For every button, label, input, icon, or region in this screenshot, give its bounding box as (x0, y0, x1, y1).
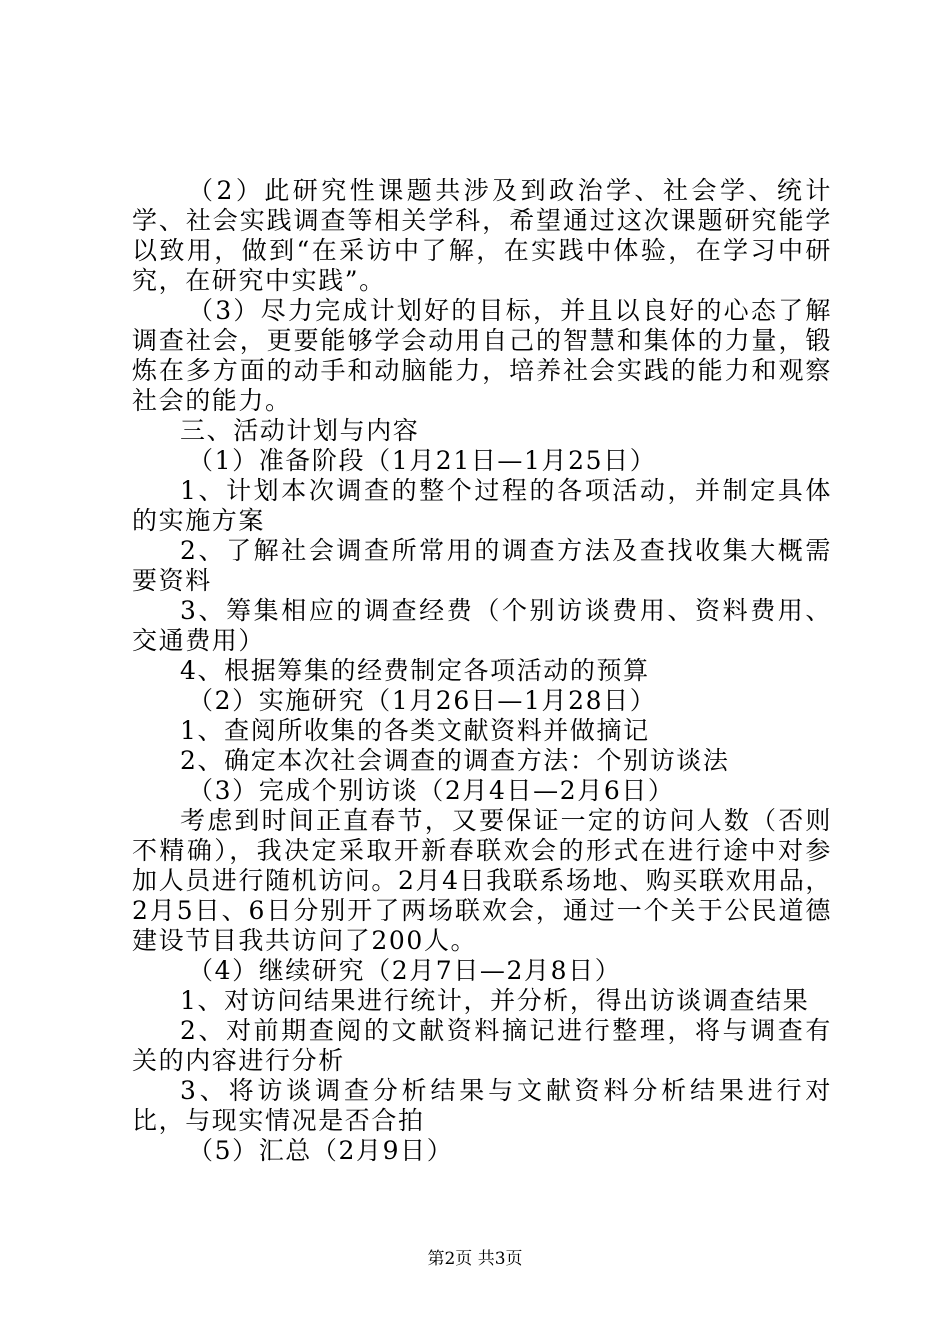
list-item: 4、根据筹集的经费制定各项活动的预算 (180, 656, 650, 685)
stage-heading-continued-research: （4）继续研究（2月7日—2月8日） (188, 956, 622, 985)
list-item: 3、将访谈调查分析结果与文献资料分析结果进行对比，与现实情况是否合拍 (132, 1076, 832, 1135)
stage-heading-preparation: （1）准备阶段（1月21日—1月25日） (188, 446, 657, 475)
stage-heading-summary: （5）汇总（2月9日） (188, 1136, 454, 1165)
page-number-label: 第2页 共3页 (427, 1249, 523, 1269)
list-item: 2、对前期查阅的文献资料摘记进行整理，将与调查有关的内容进行分析 (132, 1016, 832, 1075)
list-item: 3、筹集相应的调查经费（个别访谈费用、资料费用、交通费用） (132, 596, 832, 655)
list-item: 2、确定本次社会调查的调查方法：个别访谈法 (180, 746, 730, 775)
document-body (132, 176, 832, 1166)
paragraph-interview-details: 考虑到时间正直春节，又要保证一定的访问人数（否则不精确），我决定采取开新春联欢会的形式在进行途中对参加人员进行随机访问。2月4日我联系场地、购买联欢用品，2月5日、6日分别开了两场联欢会，通过一个关于公民道德建设节目我共访问了200人。 (132, 806, 833, 955)
list-item: 1、计划本次调查的整个过程的各项活动，并制定具体的实施方案 (132, 476, 832, 535)
section-heading-activity-plan: 三、活动计划与内容 (180, 416, 420, 445)
stage-heading-interviews: （3）完成个别访谈（2月4日—2月6日） (188, 776, 675, 805)
list-item: 1、对访问结果进行统计，并分析，得出访谈调查结果 (180, 986, 810, 1015)
paragraph-goal-3: （3）尽力完成计划好的目标，并且以良好的心态了解调查社会，更要能够学会动用自己的智慧和集体的力量，锻炼在多方面的动手和动脑能力，培养社会实践的能力和观察社会的能力。 (132, 296, 832, 415)
stage-heading-implementation: （2）实施研究（1月26日—1月28日） (188, 686, 657, 715)
list-item: 2、了解社会调查所常用的调查方法及查找收集大概需要资料 (132, 536, 832, 595)
page-footer (0, 1244, 950, 1269)
paragraph-goal-2: （2）此研究性课题共涉及到政治学、社会学、统计学、社会实践调查等相关学科，希望通过这次课题研究能学以致用，做到“在采访中了解，在实践中体验，在学习中研究，在研究中实践”。 (132, 176, 832, 295)
list-item: 1、查阅所收集的各类文献资料并做摘记 (180, 716, 650, 745)
